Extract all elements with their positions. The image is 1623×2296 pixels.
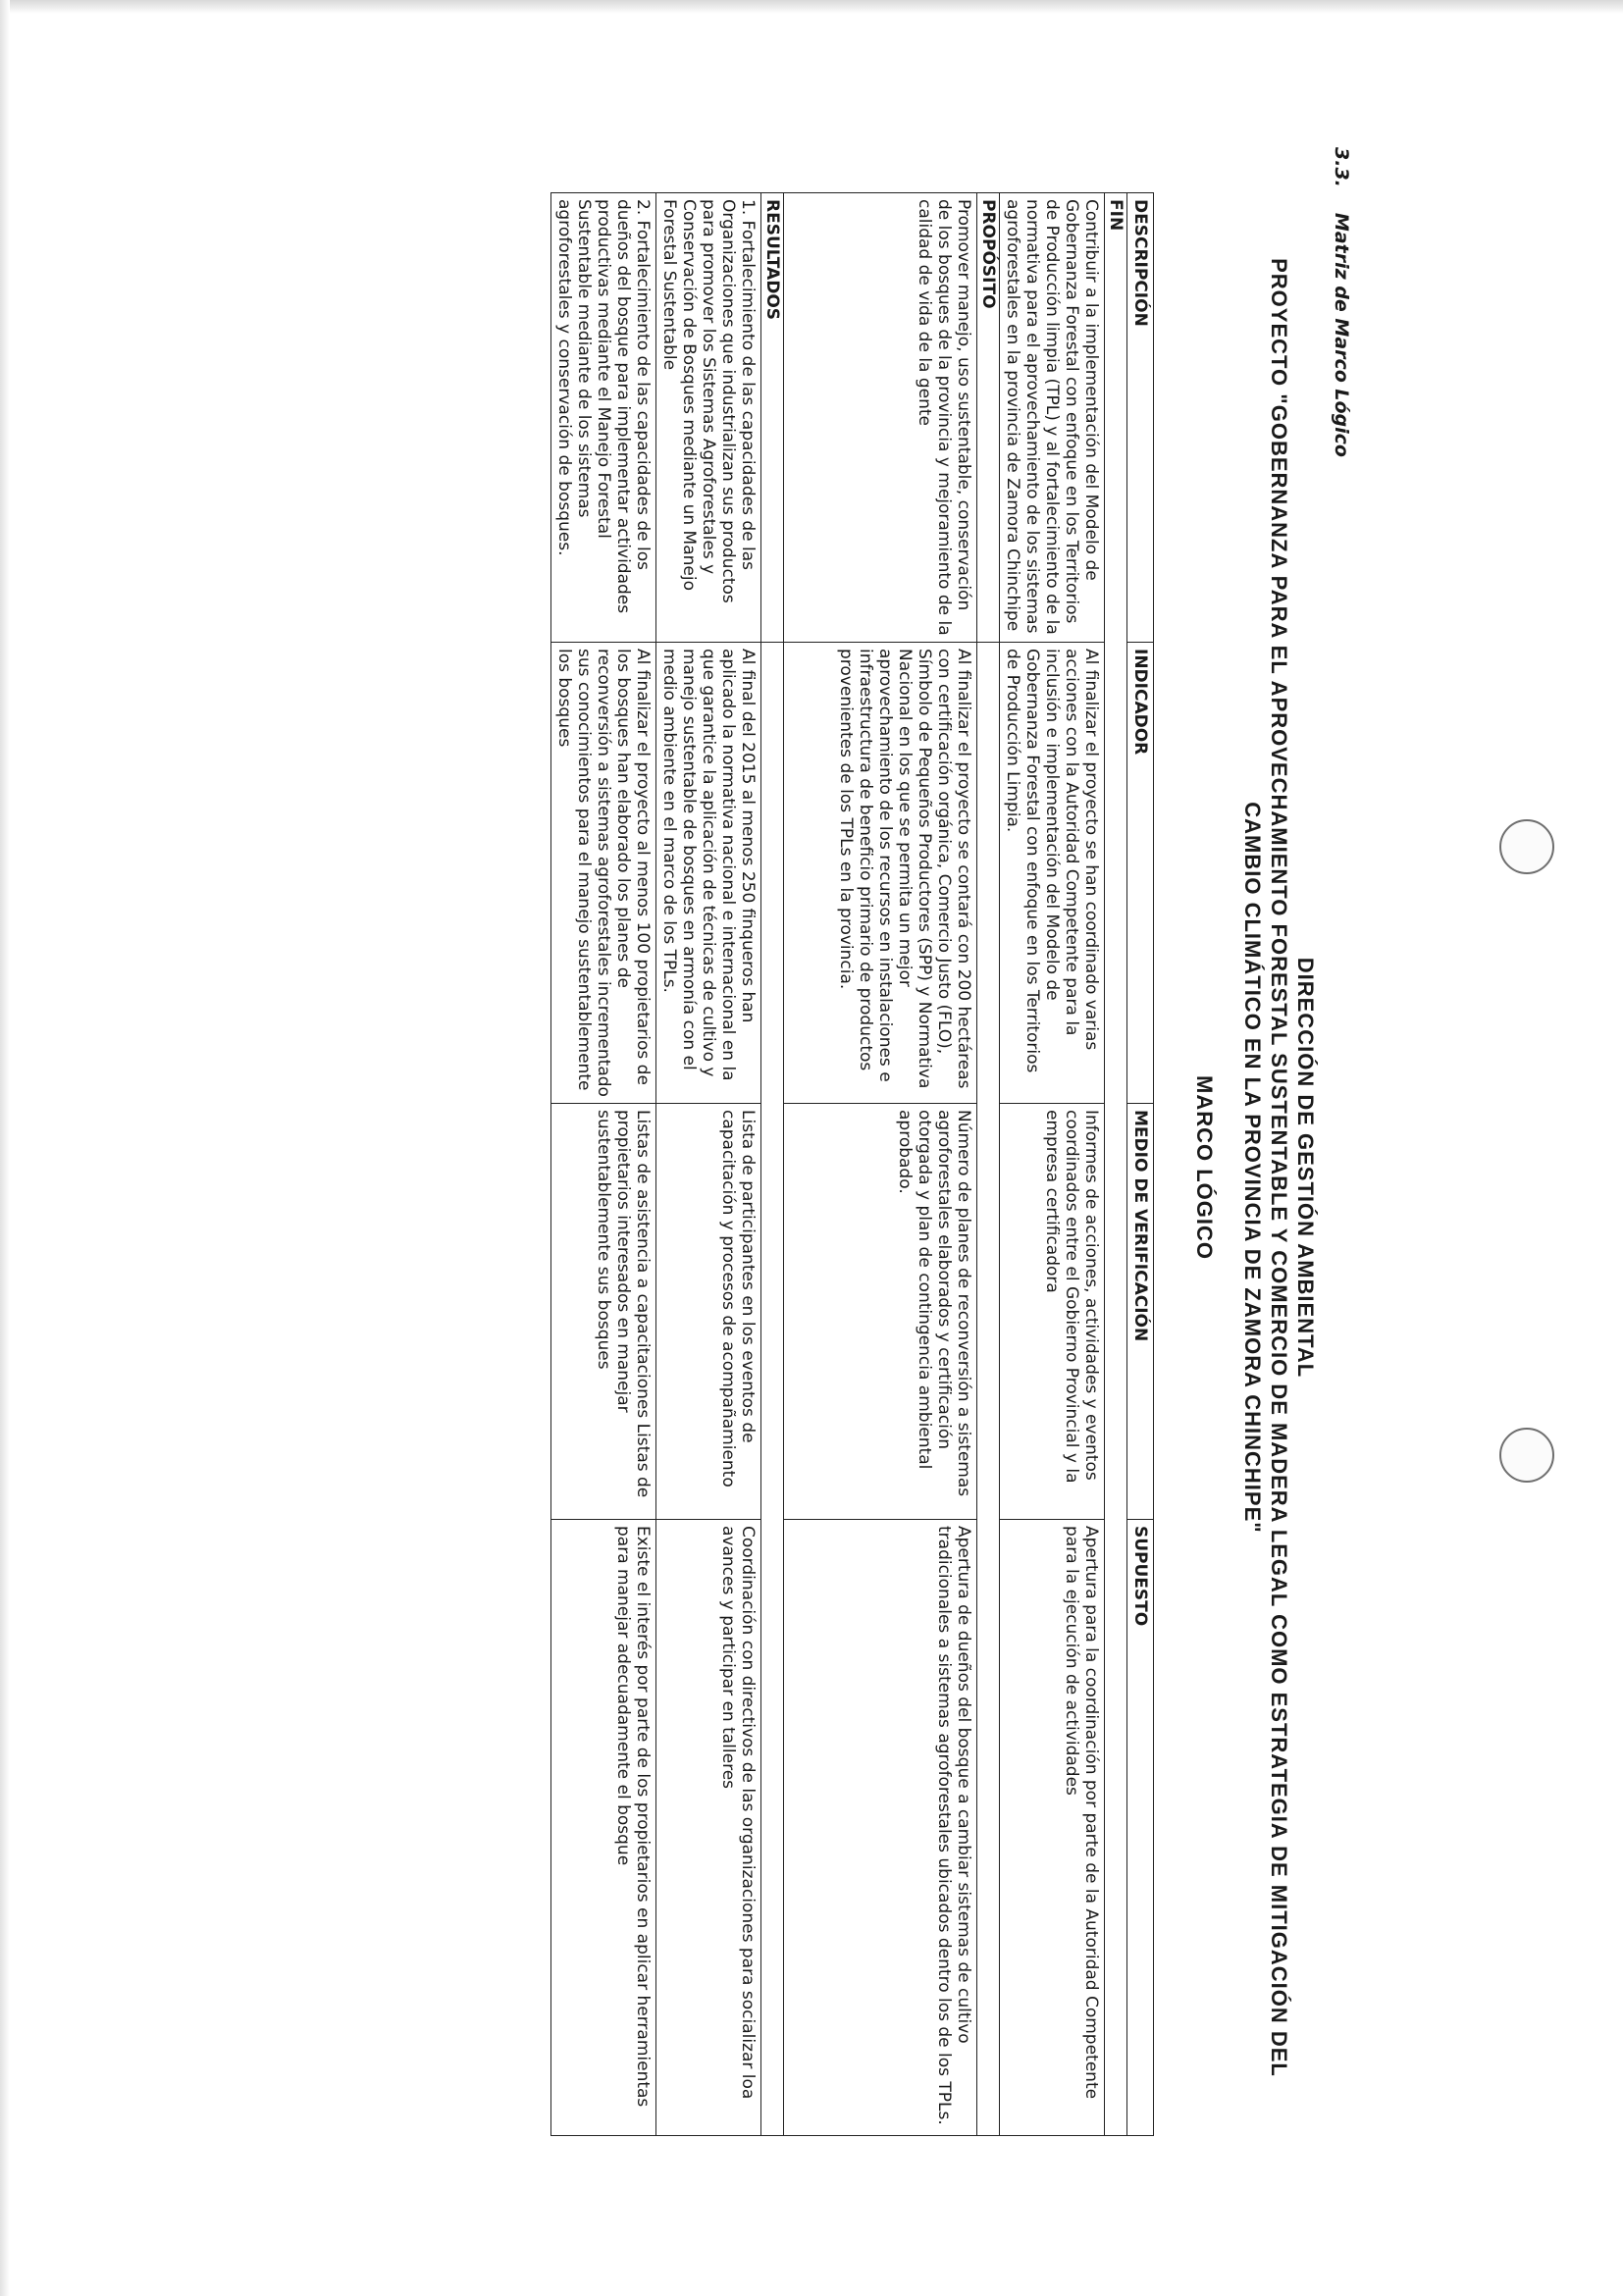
rotated-page	[318, 147, 1358, 2188]
section-row-proposito	[977, 193, 1000, 2136]
fin-supuesto: Apertura para la coordinación por parte de la Autoridad Competente para la ejecución de actividades	[1000, 1520, 1105, 2136]
resultado-2-medio: Listas de asistencia a capacitaciones Listas de propietarios interesados en manejar sustentablemente sus bosques	[551, 1104, 656, 1520]
proposito-medio: Número de planes de reconversión a sistemas agroforestales elaborados y certificación otorgada y plan de contingencia ambiental aprobado.	[784, 1104, 977, 1520]
column-header-medio: MEDIO DE VERIFICACIÓN	[1127, 1104, 1154, 1520]
section-row-filler	[761, 643, 784, 2136]
section-label-resultados: RESULTADOS	[761, 193, 784, 643]
header-spacer	[1218, 147, 1239, 2188]
resultado-1-number: 1.	[738, 199, 758, 216]
resultado-2-supuesto: Existe el interés por parte de los propietarios en aplicar herramientas para manejar adecuadamente el bosque	[551, 1520, 656, 2136]
project-title-line-2: CAMBIO CLIMÁTICO EN LA PROVINCIA DE ZAMORA CHINCHIPE"	[1240, 802, 1265, 1534]
section-label-proposito: PROPÓSITO	[977, 193, 1000, 643]
column-header-descripcion: DESCRIPCIÓN	[1127, 193, 1154, 643]
section-number: 3.3.	[1331, 147, 1352, 187]
resultado-2-descripcion	[551, 193, 656, 643]
section-row-resultados	[761, 193, 784, 2136]
table-header-row	[1127, 193, 1154, 2136]
table-row	[1000, 193, 1105, 2136]
section-row-fin	[1105, 193, 1127, 2136]
table-row	[551, 193, 656, 2136]
resultado-2-number: 2.	[633, 199, 653, 216]
section-row-filler	[977, 643, 1000, 2136]
resultado-1-supuesto: Coordinación con directivos de las organizaciones para socializar loa avances y participar en talleres	[656, 1520, 761, 2136]
column-header-supuesto: SUPUESTO	[1127, 1520, 1154, 2136]
document-header	[1191, 147, 1319, 2188]
fin-indicador: Al finalizar el proyecto se han coordinado varias acciones con la Autoridad Competente para la inclusión e implementación del Modelo de Gobernanza Forestal con enfoque en los Territorios de Producción Limpia.	[1000, 643, 1105, 1104]
project-title-line-1: PROYECTO "GOBERNANZA PARA EL APROVECHAMIENTO FORESTAL SUSTENTABLE Y COMERCIO DE MADERA LEGAL COMO ESTRATEGIA DE MITIGACIÓN DEL	[1267, 258, 1291, 2077]
proposito-descripcion: Promover manejo, uso sustentable, conservación de los bosques de la provincia y mejoramiento de la calidad de vida de la gente	[784, 193, 977, 643]
resultado-2-text: Fortalecimiento de las capacidades de los dueños del bosque para implementar actividades productivas mediante el Manejo Forestal Sustentable mediante de los sistemas agroforestales y conservación de bosques.	[554, 199, 653, 614]
proposito-indicador: Al finalizar el proyecto se contará con 200 hectáreas con certificación orgánica, Comercio Justo (FLO), Símbolo de Pequeños Productores (SPP) y Normativa Nacional en los que se permita un mejor aprovechamiento de los recursos en instalaciones e infraestructura de beneficio primario de productos provenientes de los TPLs en la provincia.	[784, 643, 977, 1104]
section-label-fin: FIN	[1105, 193, 1127, 2136]
resultado-1-text: Fortalecimiento de las capacidades de las Organizaciones que industrializan sus productos para promover los Sistemas Agroforestales y Conservación de Bosques mediante un Manejo Forestal Sustentable	[659, 199, 758, 603]
logical-framework-table	[550, 192, 1154, 2136]
scan-edge-left	[0, 0, 10, 2296]
resultado-1-indicador: Al final del 2015 al menos 250 finqueros han aplicado la normativa nacional e internacional en la que garantice la aplicación de técnicas de cultivo y manejo sustentable de bosques en armonía con el medio ambiente en el marco de los TPLs.	[656, 643, 761, 1104]
table-row	[656, 193, 761, 2136]
section-title: Matriz de Marco Lógico	[1331, 212, 1352, 457]
proposito-supuesto: Apertura de dueños del bosque a cambiar sistemas de cultivo tradicionales a sistemas agroforestales ubicados dentro los de los TPLs.	[784, 1520, 977, 2136]
fin-medio: Informes de acciones, actividades y eventos coordinados entre el Gobierno Provincial y la empresa certificadora	[1000, 1104, 1105, 1520]
scan-edge-top	[0, 0, 1623, 14]
punch-hole	[1499, 819, 1554, 874]
resultado-2-indicador: Al finalizar el proyecto al menos 100 propietarios de los bosques han elaborado los planes de reconversión a sistemas agroforestales incrementado sus conocimientos para el manejo sustentablemente los bosques	[551, 643, 656, 1104]
resultado-1-medio: Lista de participantes en los eventos de capacitación y procesos de acompañamiento	[656, 1104, 761, 1520]
punch-hole	[1499, 1428, 1554, 1483]
column-header-indicador: INDICADOR	[1127, 643, 1154, 1104]
table-row	[784, 193, 977, 2136]
fin-descripcion: Contribuir a la implementación del Modelo de Gobernanza Forestal con enfoque en los Territorios de Producción limpia (TPL) y al fortalecimiento de la normativa para el aprovechamiento de los sistemas agroforestales en la provincia de Zamora Chinchipe	[1000, 193, 1105, 643]
resultado-1-descripcion	[656, 193, 761, 643]
section-heading	[1331, 147, 1352, 483]
institution-title: DIRECCIÓN DE GESTIÓN AMBIENTAL	[1293, 957, 1318, 1379]
document-subtitle: MARCO LÓGICO	[1192, 1075, 1217, 1260]
